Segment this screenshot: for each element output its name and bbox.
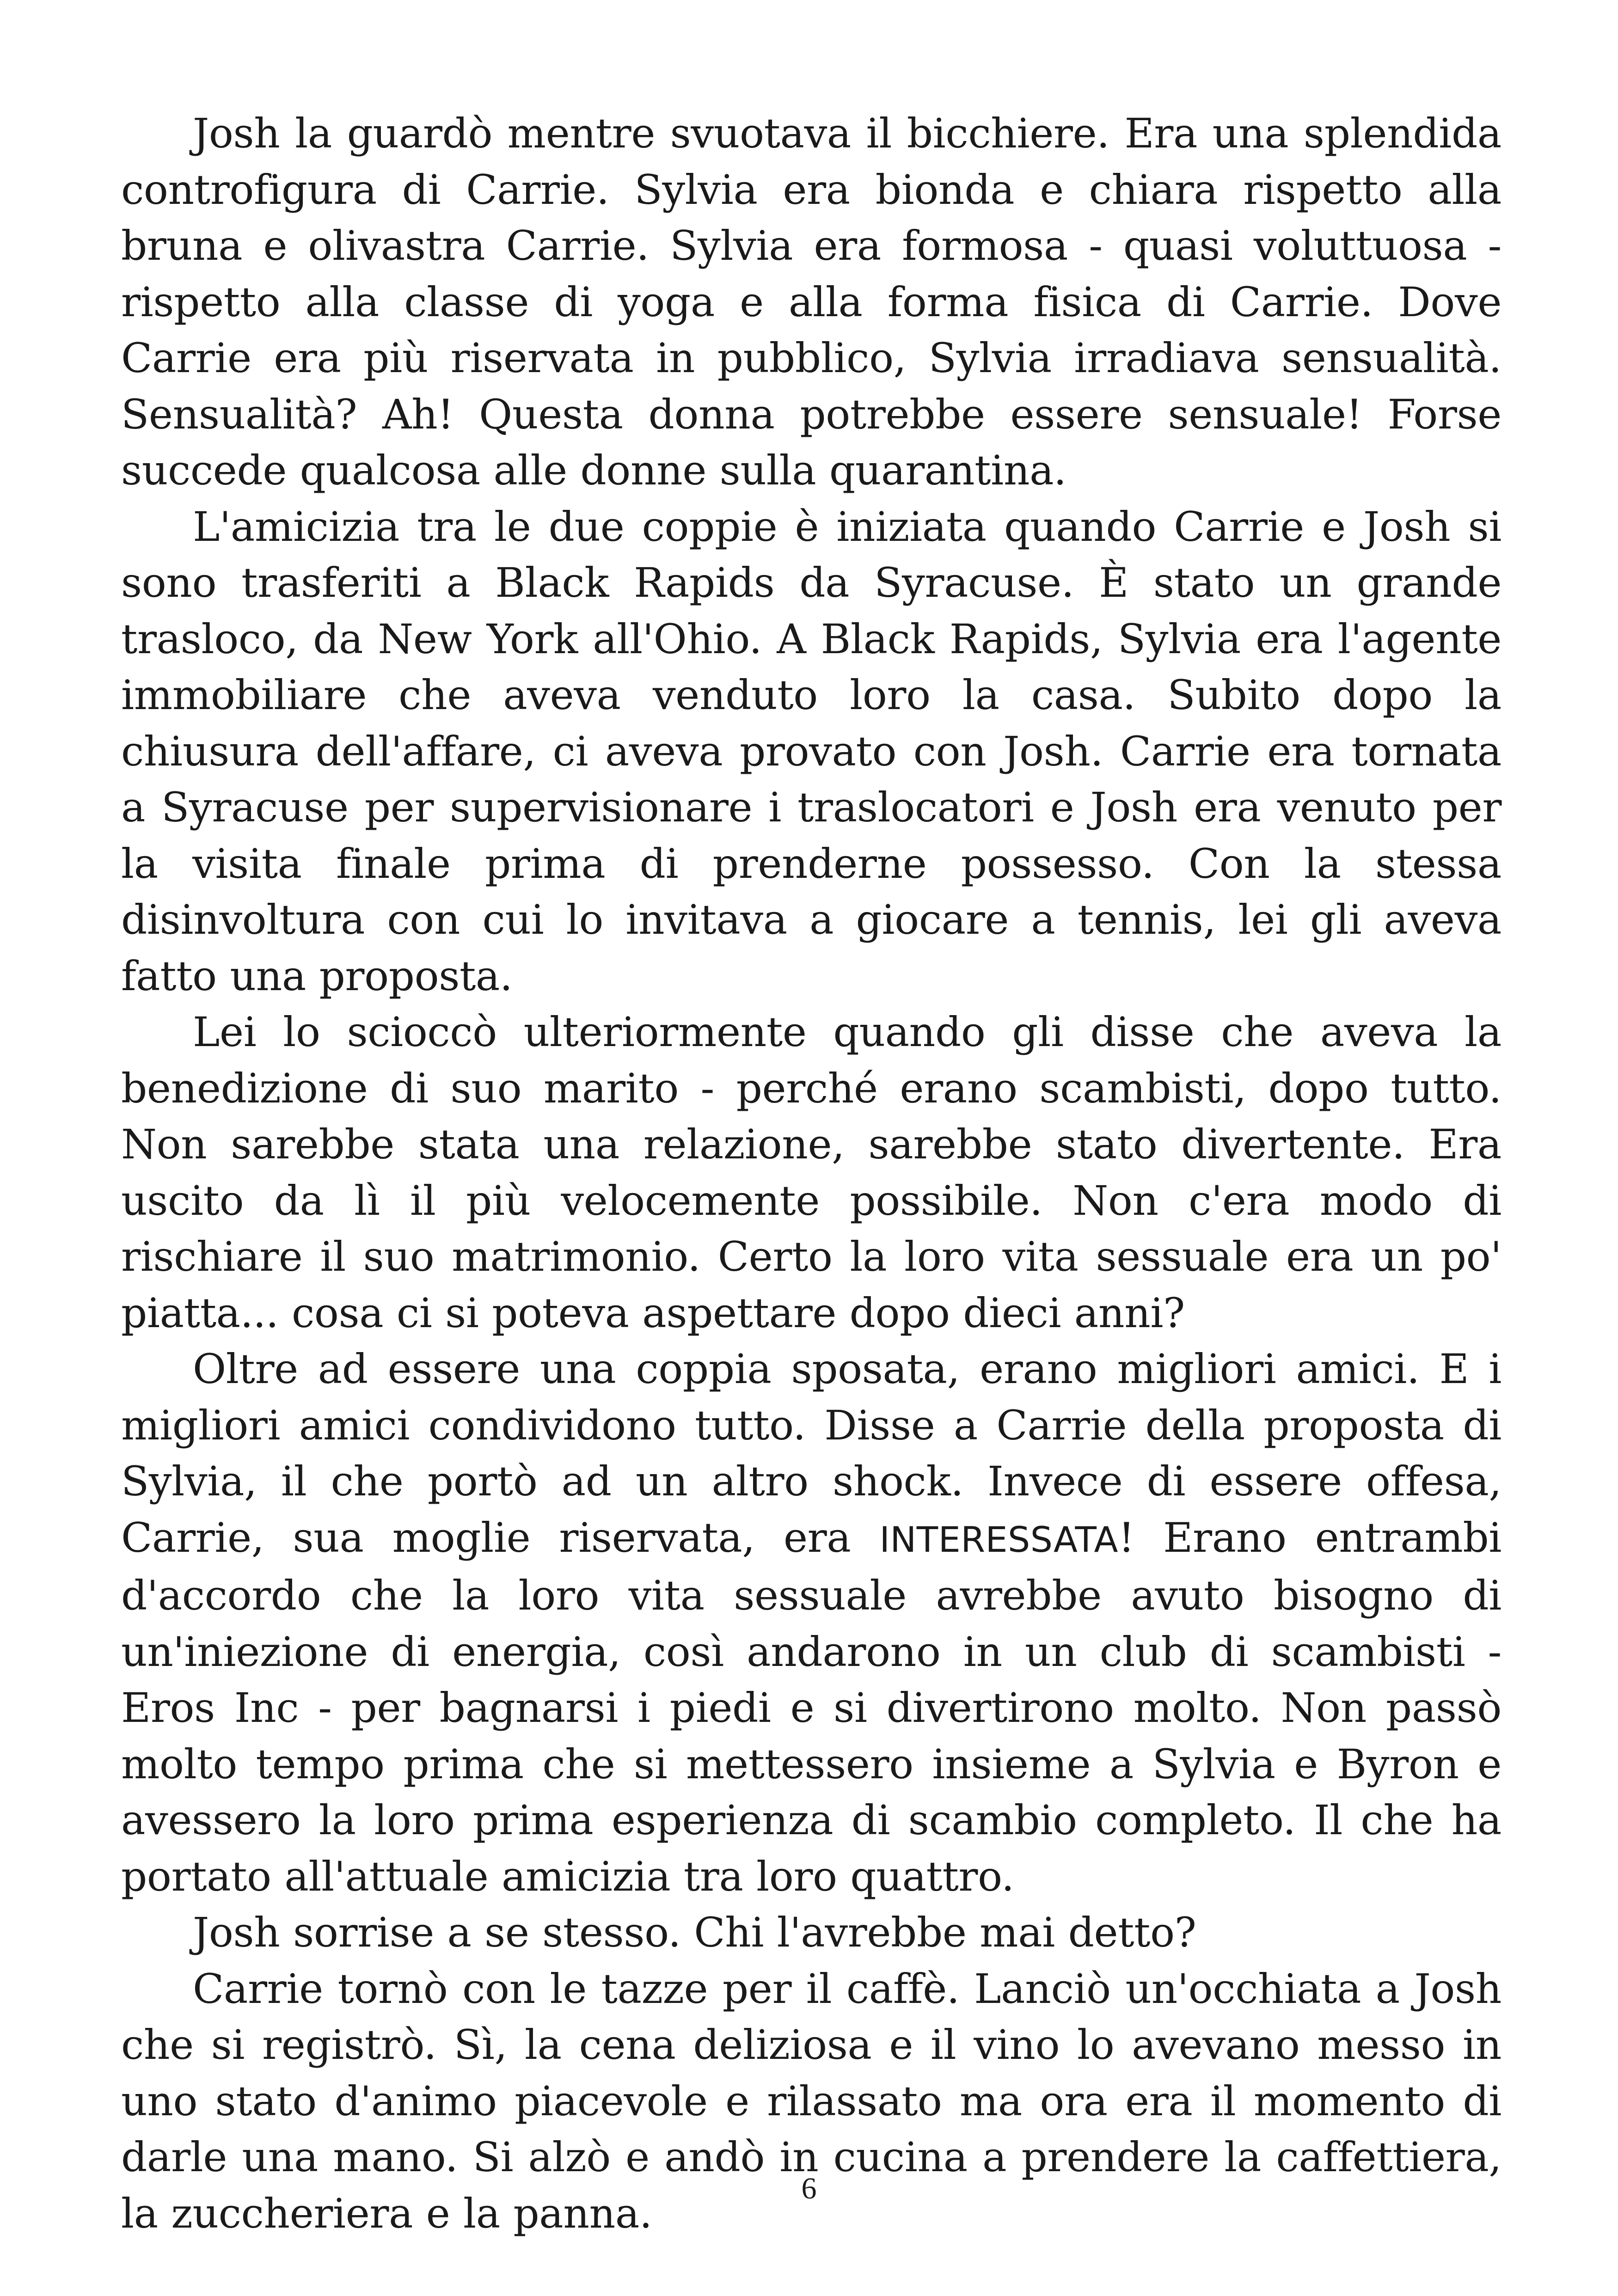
emphasized-word: INTERESSATA [879,1518,1119,1560]
page-number: 6 [801,2172,817,2205]
paragraph: L'amicizia tra le due coppie è iniziata quando Carrie e Josh si sono trasferiti a Black Rapids da Syracuse. È stato un grande trasloco, da New York all'Ohio. A Black Rapids, Sylvia era l'agente immobiliare che aveva venduto loro la casa. Subito dopo la chiusura dell'affare, ci aveva provato con Josh. Carrie era tornata a Syracuse per supervisionare i traslocatori e Josh era venuto per la visita finale prima di prenderne possesso. Con la stessa disinvoltura con cui lo invitava a giocare a tennis, lei gli aveva fatto una proposta. [121,502,1502,1000]
paragraph: Lei lo scioccò ulteriormente quando gli disse che aveva la benedizione di suo marito - perché erano scambisti, dopo tutto. Non sarebbe stata una relazione, sarebbe stato divertente. Era uscito da lì il più velocemente possibile. Non c'era modo di rischiare il suo matrimonio. Certo la loro vita sessuale era un po' piatta... cosa ci si poteva aspettare dopo dieci anni? [121,1008,1502,1337]
paragraph: Josh la guardò mentre svuotava il bicchiere. Era una splendida controfigura di Carrie. Sylvia era bionda e chiara rispetto alla bruna e olivastra Carrie. Sylvia era formosa - quasi voluttuosa - rispetto alla classe di yoga e alla forma fisica di Carrie. Dove Carrie era più riservata in pubblico, Sylvia irradiava sensualità. Sensualità? Ah! Questa donna potrebbe essere sensuale! Forse succede qualcosa alle donne sulla quarantina. [121,110,1502,494]
paragraph-text: Oltre ad essere una coppia sposata, erano migliori amici. E i migliori amici condividono tutto. Disse a Carrie della proposta di Sylvia, il che portò ad un altro shock. Invece di essere offesa, Carrie, sua moglie riservata, era [121,1345,1502,1561]
paragraph [121,1341,1502,1904]
paragraph: Carrie tornò con le tazze per il caffè. Lanciò un'occhiata a Josh che si registrò. Sì, la cena deliziosa e il vino lo avevano messo in uno stato d'animo piacevole e rilassato ma ora era il momento di darle una mano. Si alzò e andò in cucina a prendere la caffettiera, la zuccheriera e la panna. [121,1965,1502,2237]
page-body [121,105,1502,2241]
paragraph-text: ! Erano entrambi d'accordo che la loro vita sessuale avrebbe avuto bisogno di un'iniezione di energia, così andarono in un club di scambisti - Eros Inc - per bagnarsi i piedi e si divertirono molto. Non passò molto tempo prima che si mettessero insieme a Sylvia e Byron e avessero la loro prima esperienza di scambio completo. Il che ha portato all'attuale amicizia tra loro quattro. [121,1513,1502,1900]
paragraph: Josh sorrise a se stesso. Chi l'avrebbe mai detto? [193,1909,1196,1956]
